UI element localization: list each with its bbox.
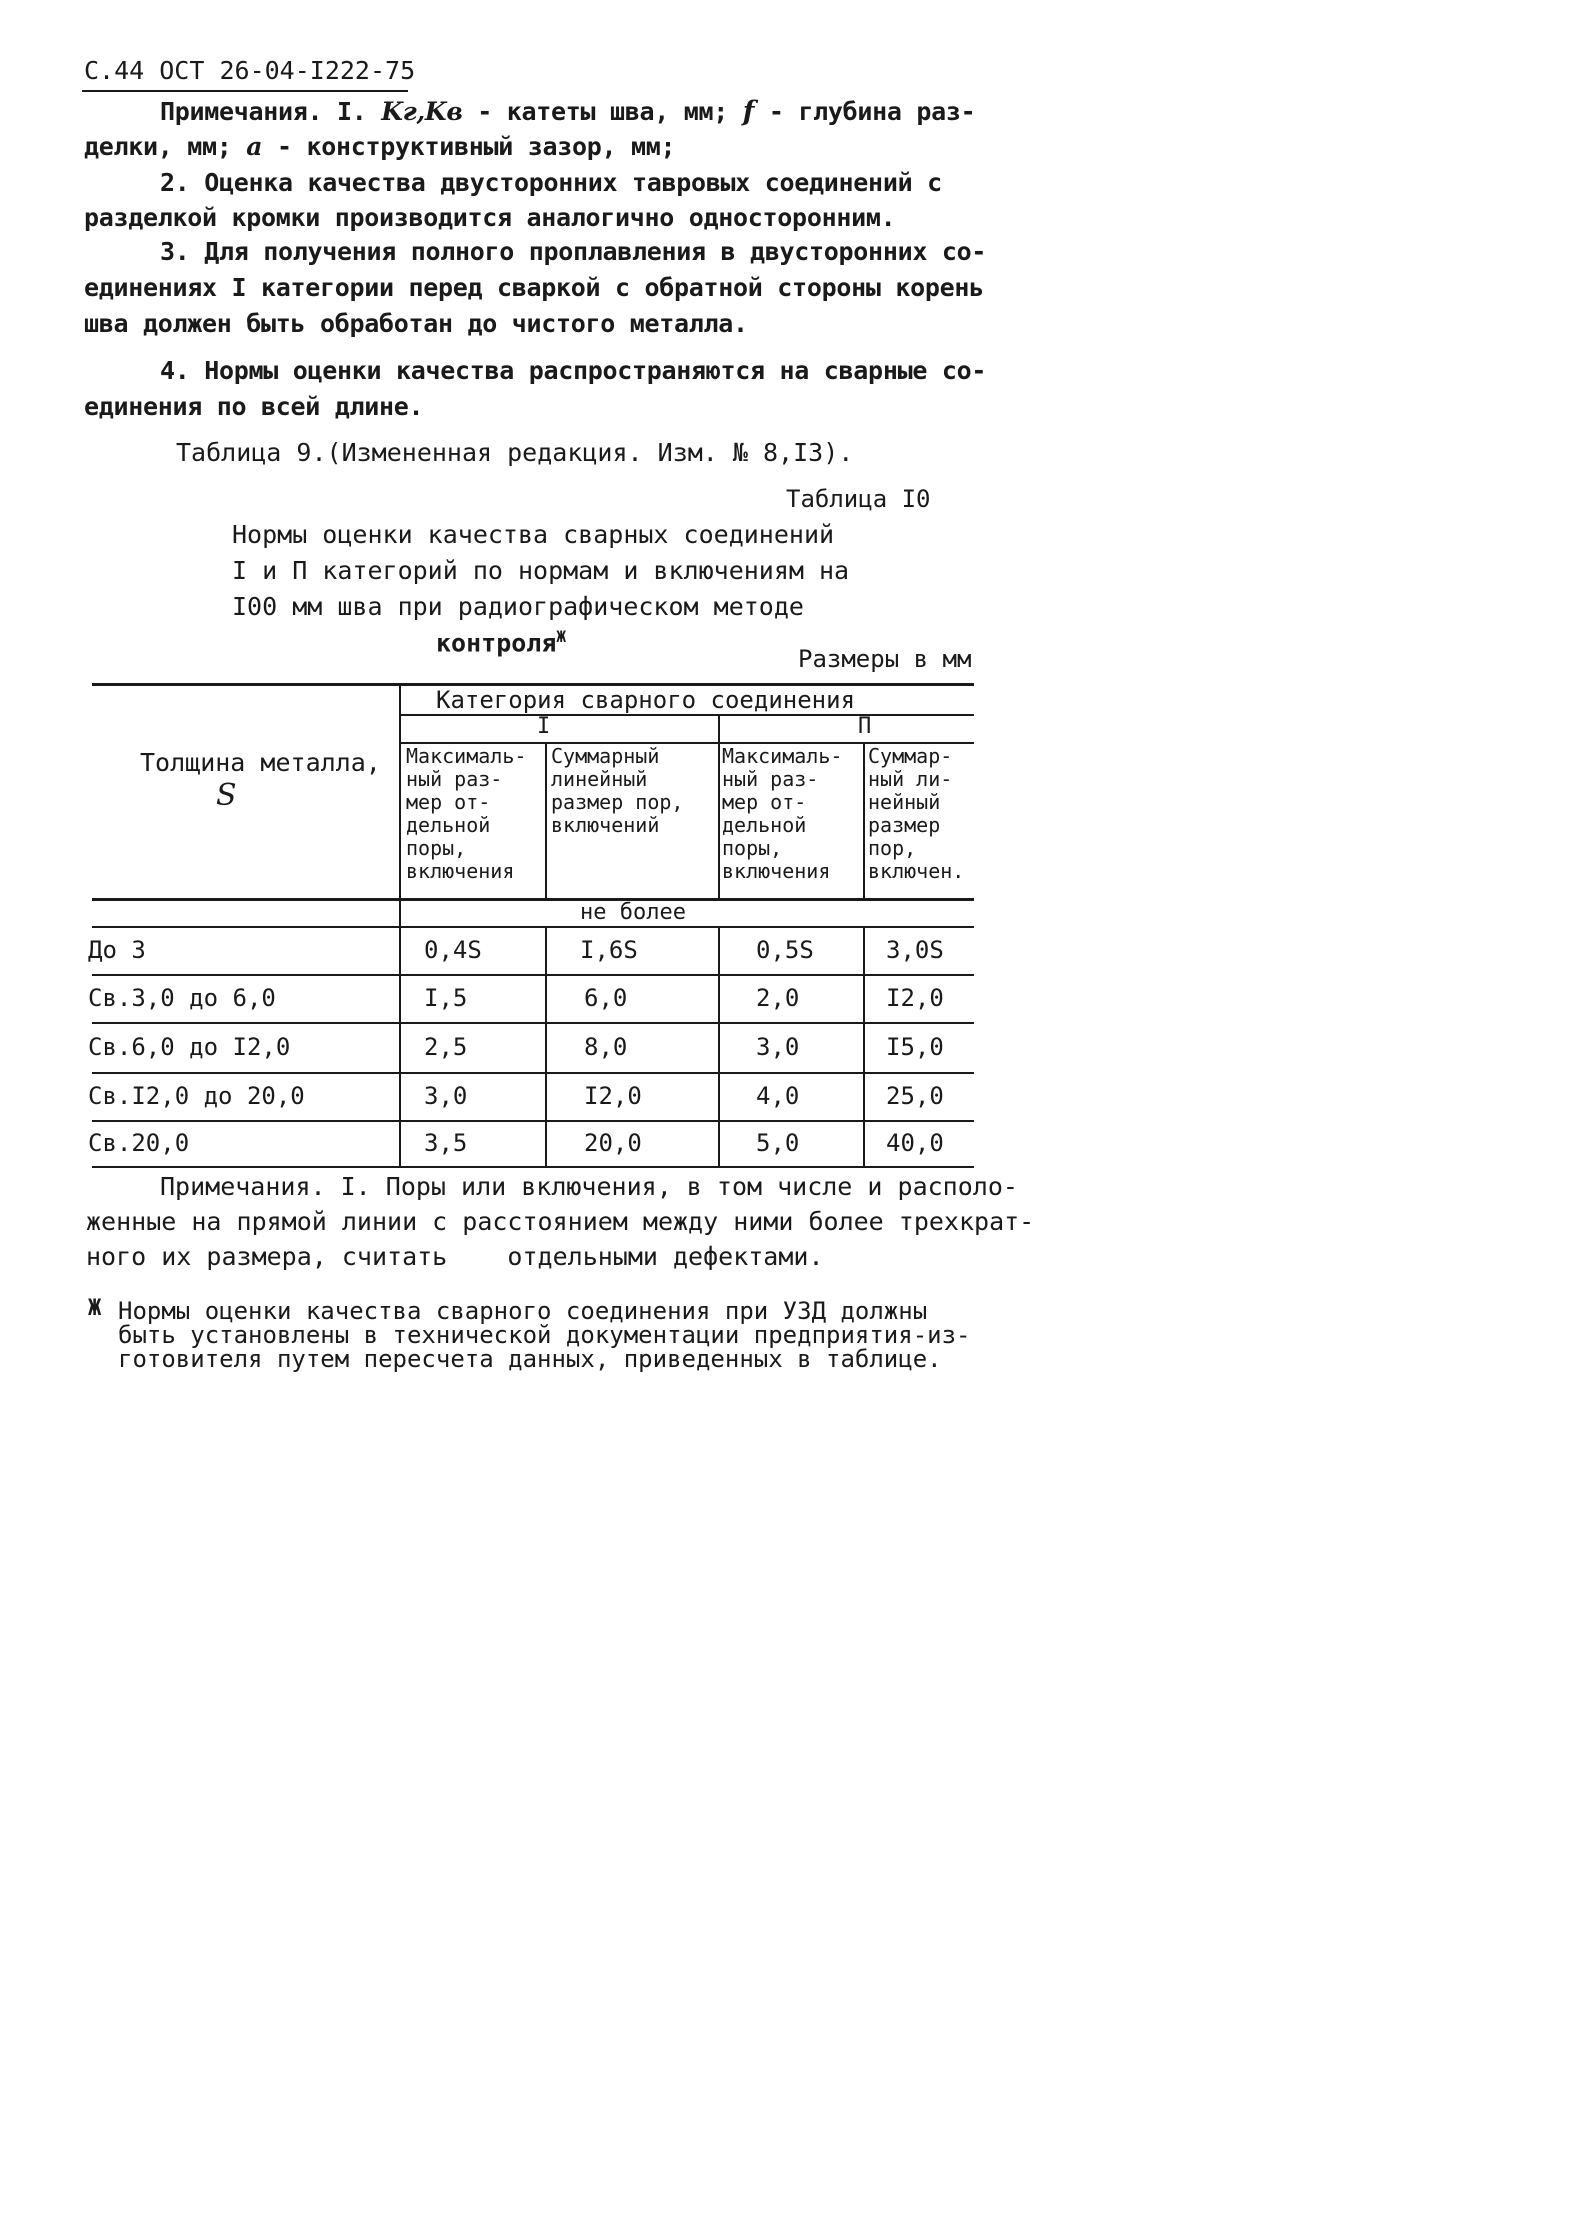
footnote-asterisk: Ж bbox=[88, 1296, 102, 1321]
header-sum-size-cat1: Суммарный линейный размер пор, включений bbox=[551, 744, 684, 837]
page-header: С.44 ОСТ 26-04-I222-75 bbox=[84, 56, 416, 85]
row-value-c4: 40,0 bbox=[886, 1129, 944, 1157]
header-category: Категория сварного соединения bbox=[436, 686, 856, 714]
row-value-c2: 20,0 bbox=[584, 1129, 642, 1157]
row-value-c3: 0,5S bbox=[756, 936, 814, 964]
note-3-line-2: единениях I категории перед сваркой с обратной стороны корень bbox=[84, 273, 984, 302]
col-rule-3-head bbox=[863, 742, 865, 900]
row-rule-2 bbox=[92, 1022, 974, 1024]
row-value-c2: I,6S bbox=[580, 936, 638, 964]
notes-bottom-line-1: Примечания. I. Поры или включения, в том числе и располо- bbox=[160, 1172, 1018, 1201]
table-title-line-2: I и П категорий по нормам и включениям на bbox=[232, 556, 850, 585]
row-value-c3: 3,0 bbox=[756, 1033, 800, 1061]
row-value-c1: I,5 bbox=[424, 984, 468, 1012]
note-2-line-2: разделкой кромки производится аналогично односторонним. bbox=[84, 203, 896, 232]
table-title-line-3: I00 мм шва при радиографическом методе bbox=[232, 592, 804, 621]
header-no-more: не более bbox=[580, 900, 686, 925]
table-label: Таблица I0 bbox=[786, 485, 931, 513]
symbol-a: a bbox=[246, 132, 263, 161]
col-rule-2-head bbox=[718, 714, 720, 900]
row-rule-3 bbox=[92, 1072, 974, 1074]
header-thickness-symbol: S bbox=[216, 778, 237, 813]
edition-note: Таблица 9.(Измененная редакция. Изм. № 8,I3). bbox=[176, 438, 854, 467]
header-sum-size-cat2: Суммар- ный ли- нейный размер пор, включен. bbox=[868, 744, 965, 883]
header-max-size-cat1: Максималь- ный раз- мер от- дельной поры, включения bbox=[406, 744, 527, 883]
category-rule bbox=[400, 714, 974, 716]
symbol-f: f bbox=[742, 96, 755, 127]
note-3-line-3: шва должен быть обработан до чистого металла. bbox=[84, 309, 748, 338]
notes-bottom-line-2: женные на прямой линии с расстоянием между ними более трехкрат- bbox=[86, 1207, 1035, 1236]
row-value-c4: 3,0S bbox=[886, 936, 944, 964]
row-value-c4: I5,0 bbox=[886, 1033, 944, 1061]
row-thickness: До 3 bbox=[88, 936, 146, 964]
note-4-line-1: 4. Нормы оценки качества распространяются на сварные со- bbox=[160, 356, 987, 385]
header-category-2: П bbox=[858, 714, 872, 739]
col-rule-2-body bbox=[718, 926, 720, 1168]
header-category-1: I bbox=[537, 714, 551, 739]
symbol-k: Kг,Kв bbox=[381, 97, 463, 126]
note-1-line-1: Примечания. I. Kг,Kв - катеты шва, мм; f - глубина раз- bbox=[160, 96, 976, 127]
header-bottom-rule bbox=[92, 898, 974, 901]
row-value-c1: 3,5 bbox=[424, 1129, 468, 1157]
footnote-line-2: быть установлены в технической документации предприятия-из- bbox=[118, 1321, 971, 1349]
row-value-c4: 25,0 bbox=[886, 1082, 944, 1110]
note-3-line-1: 3. Для получения полного проплавления в двусторонних со- bbox=[160, 237, 987, 266]
table-title-line-1: Нормы оценки качества сварных соединений bbox=[232, 520, 835, 549]
row-value-c3: 5,0 bbox=[756, 1129, 800, 1157]
units-note: Размеры в мм bbox=[798, 645, 972, 673]
row-value-c1: 2,5 bbox=[424, 1033, 468, 1061]
row-value-c2: 8,0 bbox=[584, 1033, 628, 1061]
header-thickness-label: Толщина металла, bbox=[140, 748, 381, 777]
row-value-c3: 4,0 bbox=[756, 1082, 800, 1110]
row-thickness: Св.6,0 до I2,0 bbox=[88, 1033, 291, 1061]
table-title-line-4: контроля$^Ж$ bbox=[436, 627, 567, 658]
footnote-line-1: Нормы оценки качества сварного соединения при УЗД должны bbox=[118, 1297, 928, 1325]
notes-bottom-line-3: ного их размера, считать отдельными дефектами. bbox=[86, 1242, 824, 1271]
note-2-line-1: 2. Оценка качества двусторонних тавровых соединений с bbox=[160, 168, 942, 197]
col-rule-3-body bbox=[863, 926, 865, 1168]
row-value-c3: 2,0 bbox=[756, 984, 800, 1012]
table-bottom-rule bbox=[92, 1166, 974, 1168]
row-value-c2: I2,0 bbox=[584, 1082, 642, 1110]
col-rule-1-head bbox=[545, 742, 547, 900]
row-value-c4: I2,0 bbox=[886, 984, 944, 1012]
row-thickness: Св.3,0 до 6,0 bbox=[88, 984, 276, 1012]
col-rule-1-body bbox=[545, 926, 547, 1168]
header-max-size-cat2: Максималь- ный раз- мер от- дельной поры, включения bbox=[722, 744, 843, 883]
footnote-mark: Ж bbox=[556, 627, 567, 646]
row-thickness: Св.20,0 bbox=[88, 1129, 190, 1157]
col-rule-thickness bbox=[399, 683, 401, 1168]
row-value-c1: 3,0 bbox=[424, 1082, 468, 1110]
row-value-c1: 0,4S bbox=[424, 936, 482, 964]
footnote-line-3: готовителя путем пересчета данных, приведенных в таблице. bbox=[118, 1345, 942, 1373]
row-value-c2: 6,0 bbox=[584, 984, 628, 1012]
note-4-line-2: единения по всей длине. bbox=[84, 392, 424, 421]
note-1-line-2: делки, мм; a - конструктивный зазор, мм; bbox=[84, 132, 676, 161]
no-more-rule bbox=[92, 926, 974, 928]
row-rule-1 bbox=[92, 974, 974, 976]
row-rule-4 bbox=[92, 1120, 974, 1122]
row-thickness: Св.I2,0 до 20,0 bbox=[88, 1082, 305, 1110]
